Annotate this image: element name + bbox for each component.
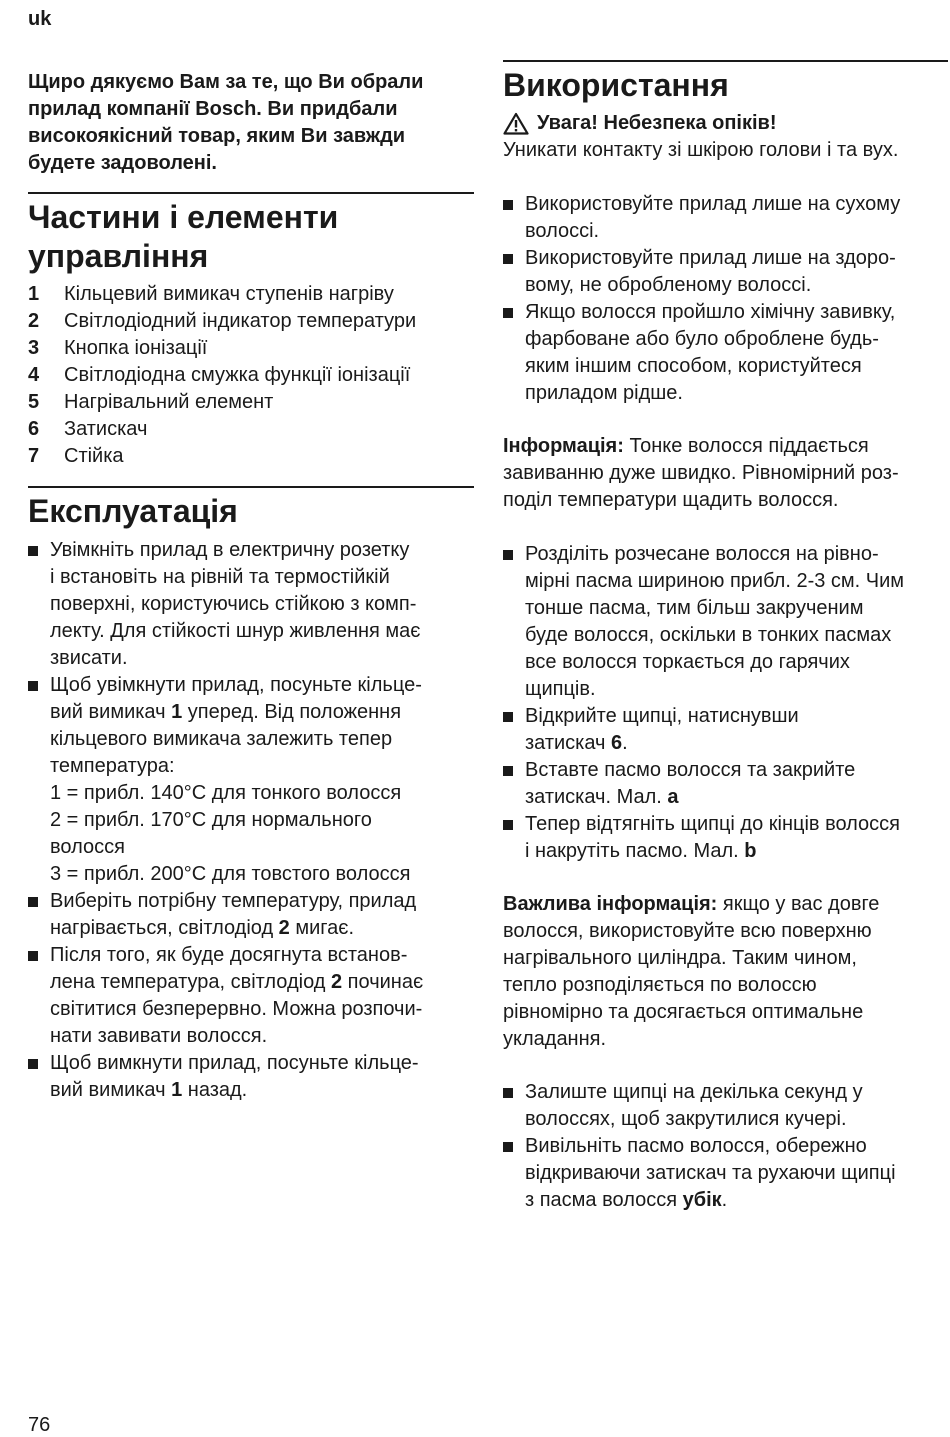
parts-heading-line: управління bbox=[28, 238, 209, 274]
step-line: Вставте пасмо волосся та закрийте bbox=[525, 759, 856, 781]
step-line: волоссі. bbox=[525, 220, 600, 242]
step-text: вий вимикач bbox=[50, 701, 172, 723]
bullet-square-icon bbox=[28, 681, 38, 691]
step-line bbox=[50, 1077, 474, 1104]
intro-text bbox=[28, 69, 474, 177]
figure-reference: a bbox=[667, 786, 679, 808]
step-text: назад. bbox=[182, 1079, 248, 1101]
step-line: буде волосся, оскільки в тонких пасмах bbox=[525, 624, 892, 646]
step-line: звисати. bbox=[50, 647, 128, 669]
step-line bbox=[50, 915, 474, 942]
step-text: з пасма волосся bbox=[525, 1189, 683, 1211]
step-text: затискач. Мал. bbox=[525, 786, 668, 808]
step-line: Використовуйте прилад лише на сухому bbox=[525, 193, 901, 215]
usage-step bbox=[503, 299, 948, 407]
step-line: кільцевого вимикача залежить тепер bbox=[50, 728, 393, 750]
usage-group-1 bbox=[503, 191, 948, 407]
step-line: мірні пасма шириною прибл. 2-3 см. Чим bbox=[525, 570, 905, 592]
part-reference: 1 bbox=[171, 701, 183, 723]
info-line: поділ температури щадить волосся. bbox=[503, 489, 839, 511]
step-text: мигає. bbox=[289, 917, 355, 939]
parts-list-item bbox=[28, 416, 416, 443]
usage-step bbox=[503, 1133, 948, 1214]
step-line: поверхні, користуючись стійкою з комп- bbox=[50, 593, 417, 615]
operation-list bbox=[28, 537, 474, 1104]
step-line: і встановіть на рівній та термостійкій bbox=[50, 566, 390, 588]
usage-step bbox=[503, 191, 948, 245]
step-text: затискач bbox=[525, 732, 612, 754]
figure-reference: b bbox=[744, 840, 757, 862]
usage-step bbox=[503, 245, 948, 299]
step-line: Якщо волосся пройшло хімічну завивку, bbox=[525, 301, 896, 323]
operation-step bbox=[28, 672, 474, 888]
part-reference: 2 bbox=[331, 971, 343, 993]
bullet-square-icon bbox=[28, 1059, 38, 1069]
operation-step bbox=[28, 888, 474, 942]
operation-step bbox=[28, 942, 474, 1050]
parts-list-item bbox=[28, 443, 416, 470]
important-line bbox=[503, 891, 948, 918]
step-line bbox=[50, 969, 474, 996]
step-line: Щоб вимкнути прилад, посуньте кільце- bbox=[50, 1052, 419, 1074]
important-label: Важлива інформація: bbox=[503, 893, 718, 915]
page-number: 76 bbox=[28, 1414, 51, 1436]
part-reference: 2 bbox=[278, 917, 290, 939]
part-label: Кнопка іонізації bbox=[64, 337, 208, 359]
step-line: температура: bbox=[50, 755, 175, 777]
part-number: 5 bbox=[28, 391, 40, 413]
part-number: 1 bbox=[28, 283, 40, 305]
part-number: 4 bbox=[28, 364, 40, 386]
step-line: Залиште щипці на декілька секунд у bbox=[525, 1081, 863, 1103]
usage-list bbox=[503, 191, 948, 407]
step-line: відкриваючи затискач та рухаючи щипці bbox=[525, 1162, 896, 1184]
info-text: Тонке волосся піддається bbox=[623, 435, 869, 457]
step-line: Вивільніть пасмо волосся, обережно bbox=[525, 1135, 867, 1157]
parts-list-item bbox=[28, 335, 416, 362]
usage-step bbox=[503, 1079, 948, 1133]
part-number: 6 bbox=[28, 418, 40, 440]
part-label: Нагрівальний елемент bbox=[64, 391, 274, 413]
usage-heading: Використання bbox=[503, 67, 729, 103]
step-line: нати завивати волосся. bbox=[50, 1025, 268, 1047]
step-line: волоссях, щоб закрутилися кучері. bbox=[525, 1108, 847, 1130]
important-text: якщо у вас довге bbox=[717, 893, 880, 915]
bullet-square-icon bbox=[503, 1142, 513, 1152]
important-line: укладання. bbox=[503, 1028, 607, 1050]
step-line bbox=[525, 730, 948, 757]
step-line bbox=[525, 784, 948, 811]
warning-block bbox=[503, 110, 948, 164]
step-text: починає bbox=[342, 971, 424, 993]
parts-list-item bbox=[28, 389, 416, 416]
section-divider bbox=[503, 60, 948, 62]
step-text: лена температура, світлодіод bbox=[50, 971, 331, 993]
operation-step bbox=[28, 537, 474, 672]
important-line: рівномірно та досягається оптимальне bbox=[503, 1001, 864, 1023]
step-line: Виберіть потрібну температуру, прилад bbox=[50, 890, 417, 912]
step-text: уперед. Від положення bbox=[182, 701, 402, 723]
step-text: вий вимикач bbox=[50, 1079, 172, 1101]
emphasis-text: убік bbox=[682, 1189, 722, 1211]
info-line: завиванню дуже швидко. Рівномірний роз- bbox=[503, 462, 899, 484]
step-line bbox=[525, 1187, 948, 1214]
step-line: Відкрийте щипці, натиснувши bbox=[525, 705, 799, 727]
step-line: Тепер відтягніть щипці до кінців волосся bbox=[525, 813, 901, 835]
intro-line: високоякісний товар, яким Ви завжди bbox=[28, 125, 406, 147]
part-reference: 1 bbox=[171, 1079, 183, 1101]
operation-heading: Експлуатація bbox=[28, 493, 238, 529]
step-line: щипців. bbox=[525, 678, 596, 700]
info-note bbox=[503, 433, 948, 514]
temperature-setting: 1 = прибл. 140°C для тонкого волосся bbox=[50, 782, 402, 804]
usage-step bbox=[503, 703, 948, 757]
info-line bbox=[503, 433, 948, 460]
step-line: Після того, як буде досягнута встанов- bbox=[50, 944, 408, 966]
usage-list bbox=[503, 1079, 948, 1214]
step-text: нагрівається, світлодіод bbox=[50, 917, 279, 939]
step-line bbox=[525, 838, 948, 865]
intro-line: прилад компанії Bosch. Ви придбали bbox=[28, 98, 398, 120]
usage-group-2 bbox=[503, 541, 948, 865]
intro-line: Щиро дякуємо Вам за те, що Ви обрали bbox=[28, 71, 424, 93]
parts-list-item bbox=[28, 362, 416, 389]
usage-group-3 bbox=[503, 1079, 948, 1214]
important-line: волосся, використовуйте всю поверхню bbox=[503, 920, 872, 942]
warning-title-text: Увага! Небезпека опіків! bbox=[537, 112, 777, 134]
part-number: 2 bbox=[28, 310, 40, 332]
parts-list-item bbox=[28, 281, 416, 308]
bullet-square-icon bbox=[503, 766, 513, 776]
intro-line: будете задоволені. bbox=[28, 152, 217, 174]
part-label: Кільцевий вимикач ступенів нагріву bbox=[64, 283, 394, 305]
part-reference: 6 bbox=[611, 732, 623, 754]
usage-step bbox=[503, 811, 948, 865]
info-label: Інформація: bbox=[503, 435, 624, 457]
bullet-square-icon bbox=[503, 820, 513, 830]
step-line: Використовуйте прилад лише на здоро- bbox=[525, 247, 896, 269]
step-line: лекту. Для стійкості шнур живлення має bbox=[50, 620, 421, 642]
parts-list-item bbox=[28, 308, 416, 335]
step-line: Щоб увімкнути прилад, посуньте кільце- bbox=[50, 674, 422, 696]
bullet-square-icon bbox=[503, 308, 513, 318]
parts-list bbox=[28, 281, 416, 470]
parts-heading-line: Частини і елементи bbox=[28, 199, 339, 235]
step-line bbox=[50, 699, 474, 726]
bullet-square-icon bbox=[503, 550, 513, 560]
step-line: все волосся торкається до гарячих bbox=[525, 651, 850, 673]
temperature-setting: 3 = прибл. 200°C для товстого волосся bbox=[50, 863, 411, 885]
step-text: . bbox=[622, 732, 628, 754]
important-line: тепло розподіляється по волоссю bbox=[503, 974, 817, 996]
important-line: нагрівального циліндра. Таким чином, bbox=[503, 947, 857, 969]
step-line: Увімкніть прилад в електричну розетку bbox=[50, 539, 410, 561]
step-line: фарбоване або було оброблене будь- bbox=[525, 328, 879, 350]
bullet-square-icon bbox=[503, 712, 513, 722]
warning-triangle-icon bbox=[503, 112, 529, 135]
bullet-square-icon bbox=[503, 1088, 513, 1098]
bullet-square-icon bbox=[503, 200, 513, 210]
usage-step bbox=[503, 541, 948, 703]
part-number: 3 bbox=[28, 337, 40, 359]
bullet-square-icon bbox=[28, 546, 38, 556]
step-line: приладом рідше. bbox=[525, 382, 683, 404]
part-label: Стійка bbox=[64, 445, 124, 467]
step-line: тонше пасма, тим більш закрученим bbox=[525, 597, 864, 619]
step-line: вому, не обробленому волоссі. bbox=[525, 274, 812, 296]
important-note bbox=[503, 891, 948, 1053]
part-label: Світлодіодна смужка функції іонізації bbox=[64, 364, 411, 386]
bullet-square-icon bbox=[503, 254, 513, 264]
operation-step bbox=[28, 1050, 474, 1104]
usage-list bbox=[503, 541, 948, 865]
step-line: Розділіть розчесане волосся на рівно- bbox=[525, 543, 879, 565]
warning-title bbox=[503, 110, 948, 137]
usage-step bbox=[503, 757, 948, 811]
section-divider bbox=[28, 486, 474, 488]
warning-text: Уникати контакту зі шкірою голови і та вух. bbox=[503, 139, 899, 161]
temperature-setting: волосся bbox=[50, 836, 125, 858]
step-line: яким іншим способом, користуйтеся bbox=[525, 355, 862, 377]
operation-steps bbox=[28, 537, 474, 1104]
step-text: . bbox=[721, 1189, 728, 1211]
step-line: світитися безперервно. Можна розпочи- bbox=[50, 998, 423, 1020]
bullet-square-icon bbox=[28, 951, 38, 961]
part-number: 7 bbox=[28, 445, 40, 467]
step-text: і накрутіть пасмо. Мал. bbox=[525, 840, 745, 862]
language-code: uk bbox=[28, 8, 52, 30]
parts-heading bbox=[28, 198, 338, 276]
part-label: Світлодіодний індикатор температури bbox=[64, 310, 417, 332]
bullet-square-icon bbox=[28, 897, 38, 907]
part-label: Затискач bbox=[64, 418, 148, 440]
section-divider bbox=[28, 192, 474, 194]
temperature-setting: 2 = прибл. 170°C для нормального bbox=[50, 809, 372, 831]
